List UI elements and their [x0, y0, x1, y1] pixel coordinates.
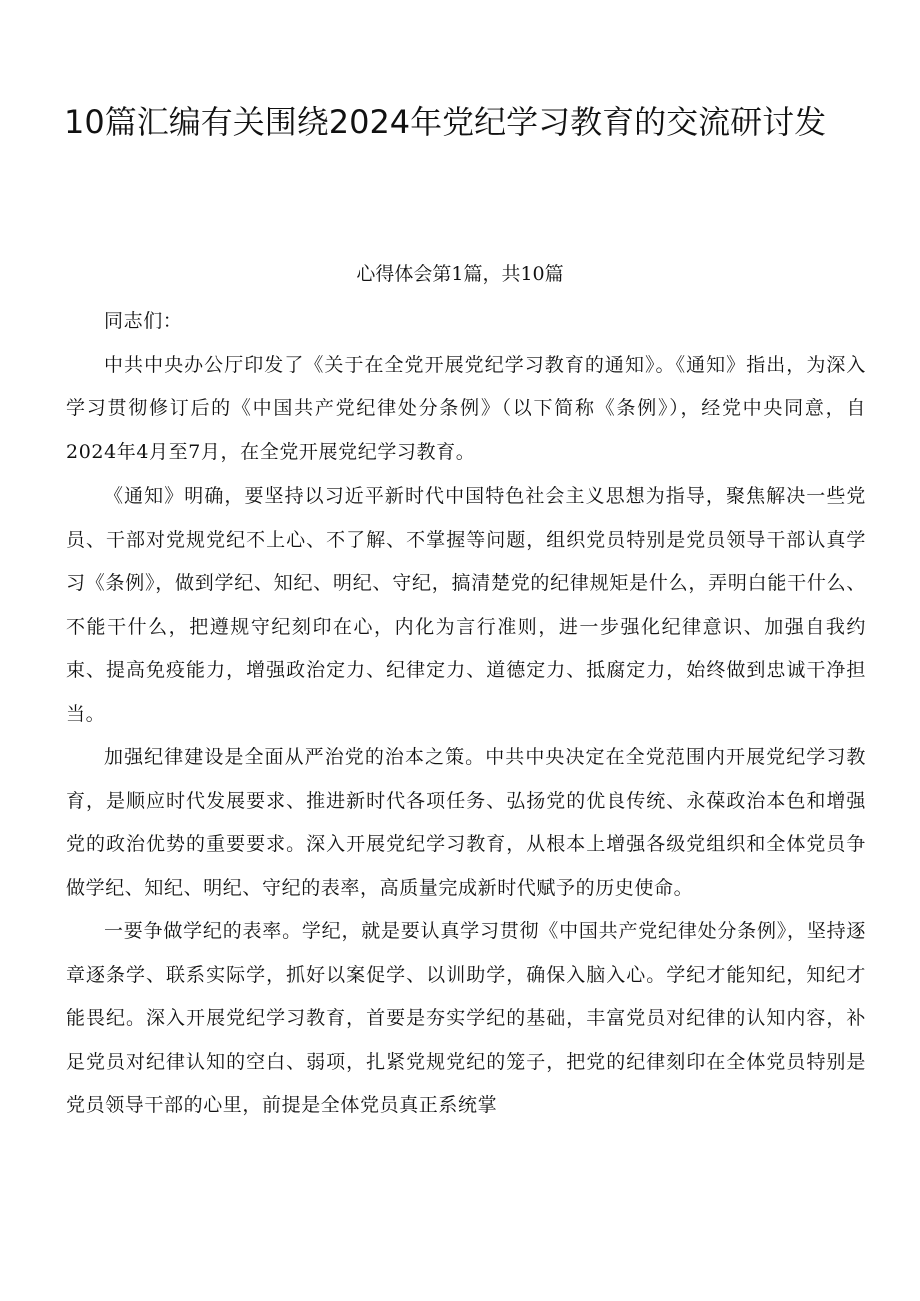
body-paragraph-4: 一要争做学纪的表率。学纪，就是要认真学习贯彻《中国共产党纪律处分条例》，坚持逐章逐条学、联系实际学，抓好以案促学、以训助学，确保入脑入心。学纪才能知纪，知纪才能畏纪。深入开展党纪学习教育，首要是夯实学纪的基础，丰富党员对纪律的认知内容，补足党员对纪律认知的空白、弱项，扎紧党规党纪的笼子，把党的纪律刻印在全体党员特别是党员领导干部的心里，前提是全体党员真正系统掌	[66, 920, 866, 1116]
document-body	[66, 300, 866, 1128]
document-title: 10篇汇编有关围绕2024年党纪学习教育的交流研讨发	[64, 103, 827, 141]
document-subheading: 心得体会第1篇，共10篇	[356, 263, 564, 285]
body-paragraph-1: 中共中央办公厅印发了《关于在全党开展党纪学习教育的通知》。《通知》指出，为深入学习贯彻修订后的《中国共产党纪律处分条例》（以下简称《条例》），经党中央同意，自2024年4月至7月，在全党开展党纪学习教育。	[66, 353, 866, 463]
body-paragraph-2: 《通知》明确，要坚持以习近平新时代中国特色社会主义思想为指导，聚焦解决一些党员、干部对党规党纪不上心、不了解、不掌握等问题，组织党员特别是党员领导干部认真学习《条例》，做到学纪、知纪、明纪、守纪，搞清楚党的纪律规矩是什么，弄明白能干什么、不能干什么，把遵规守纪刻印在心，内化为言行准则，进一步强化纪律意识、加强自我约束、提高免疫能力，增强政治定力、纪律定力、道德定力、抵腐定力，始终做到忠诚干净担当。	[66, 485, 866, 725]
body-paragraph-3: 加强纪律建设是全面从严治党的治本之策。中共中央决定在全党范围内开展党纪学习教育，是顺应时代发展要求、推进新时代各项任务、弘扬党的优良传统、永葆政治本色和增强党的政治优势的重要要求。深入开展党纪学习教育，从根本上增强各级党组织和全体党员争做学纪、知纪、明纪、守纪的表率，高质量完成新时代赋予的历史使命。	[66, 746, 866, 899]
salutation-paragraph: 同志们：	[104, 310, 183, 332]
